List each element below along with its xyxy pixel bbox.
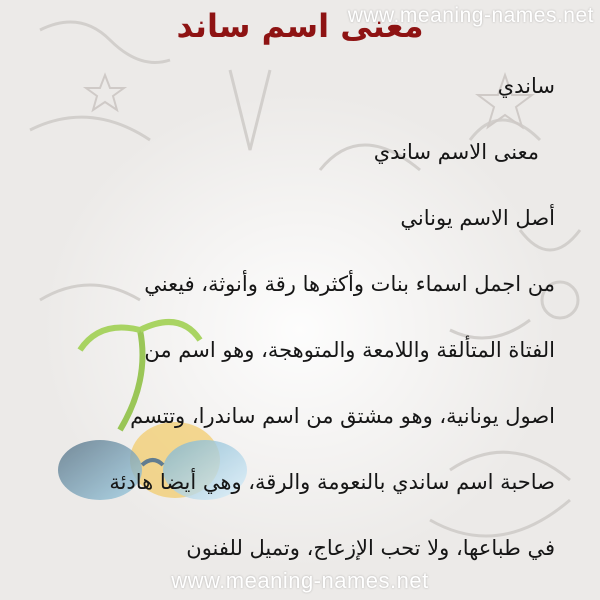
description-line: الفتاة المتألقة واللامعة والمتوهجة، وهو اسم من [144, 338, 555, 362]
site-watermark-bottom: www.meaning-names.net [171, 568, 429, 593]
description-line: من اجمل اسماء بنات وأكثرها رقة وأنوثة، فيعني [144, 272, 555, 296]
meaning-heading-line: معنى الاسم ساندي [373, 140, 539, 164]
name-line: ساندي [497, 74, 555, 98]
site-watermark-top: www.meaning-names.net [347, 4, 594, 27]
description-line: في طباعها، ولا تحب الإزعاج، وتميل للفنون [186, 536, 555, 560]
page-title [0, 0, 600, 52]
description-line: اصول يونانية، وهو مشتق من اسم ساندرا، وتتسم [130, 404, 555, 428]
page-title-text: معنى اسم ساند [176, 7, 424, 45]
origin-line: أصل الاسم يوناني [400, 206, 555, 230]
description-line: صاحبة اسم ساندي بالنعومة والرقة، وهي أيضا هادئة [109, 470, 555, 494]
